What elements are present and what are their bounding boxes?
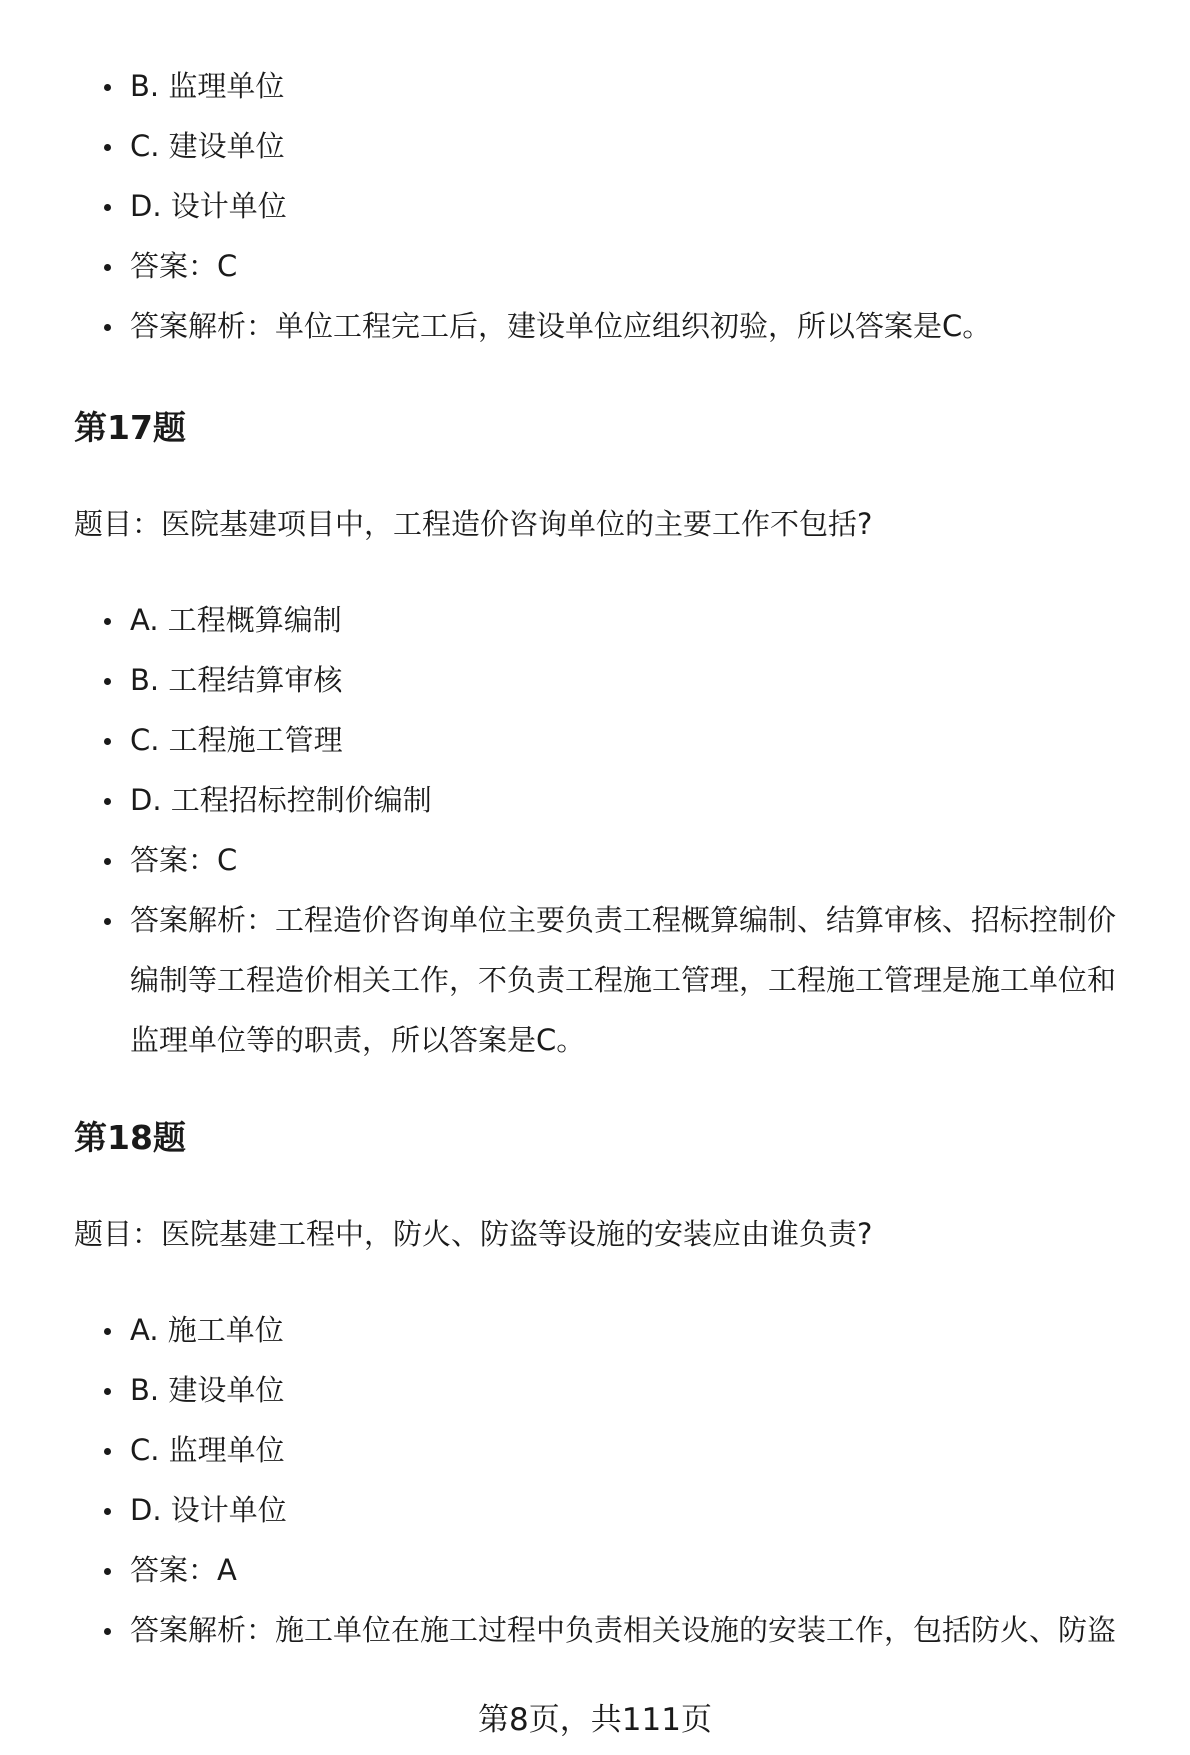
q16-tail-section	[0, 56, 1190, 356]
q18-option-d: D. 设计单位	[0, 1480, 1190, 1540]
q17-answer: 答案：C	[0, 830, 1190, 890]
q17-question: 题目：医院基建项目中，工程造价咨询单位的主要工作不包括?	[74, 507, 873, 541]
q16-answer: 答案：C	[0, 236, 1190, 296]
q18-options-list	[0, 1300, 1190, 1660]
q18-explanation: 答案解析：施工单位在施工过程中负责相关设施的安装工作，包括防火、防盗	[0, 1600, 1190, 1660]
q17-explanation-line-2: 编制等工程造价相关工作，不负责工程施工管理，工程施工管理是施工单位和	[130, 963, 1117, 997]
q17-section	[0, 590, 1190, 1070]
q16-option-c: C. 建设单位	[0, 116, 1190, 176]
q18-option-a: A. 施工单位	[0, 1300, 1190, 1360]
q18-option-c: C. 监理单位	[0, 1420, 1190, 1480]
q17-options-list	[0, 590, 1190, 1070]
q18-section	[0, 1300, 1190, 1660]
q18-heading: 第18题	[74, 1118, 186, 1157]
q16-option-d: D. 设计单位	[0, 176, 1190, 236]
q17-option-c: C. 工程施工管理	[0, 710, 1190, 770]
q17-heading: 第17题	[74, 408, 186, 447]
q16-options-list	[0, 56, 1190, 356]
q17-explanation-line-1: 答案解析：工程造价咨询单位主要负责工程概算编制、结算审核、招标控制价	[130, 903, 1117, 937]
q17-option-b: B. 工程结算审核	[0, 650, 1190, 710]
q16-option-b: B. 监理单位	[0, 56, 1190, 116]
q18-answer: 答案：A	[0, 1540, 1190, 1600]
q17-option-a: A. 工程概算编制	[0, 590, 1190, 650]
q17-explanation-line-3: 监理单位等的职责，所以答案是C。	[130, 1023, 586, 1057]
q17-explanation	[0, 890, 1190, 1070]
q18-option-b: B. 建设单位	[0, 1360, 1190, 1420]
q17-option-d: D. 工程招标控制价编制	[0, 770, 1190, 830]
q16-explanation: 答案解析：单位工程完工后，建设单位应组织初验，所以答案是C。	[0, 296, 1190, 356]
q18-question: 题目：医院基建工程中，防火、防盗等设施的安装应由谁负责?	[74, 1217, 873, 1251]
page-number-footer: 第8页，共111页	[478, 1702, 712, 1738]
